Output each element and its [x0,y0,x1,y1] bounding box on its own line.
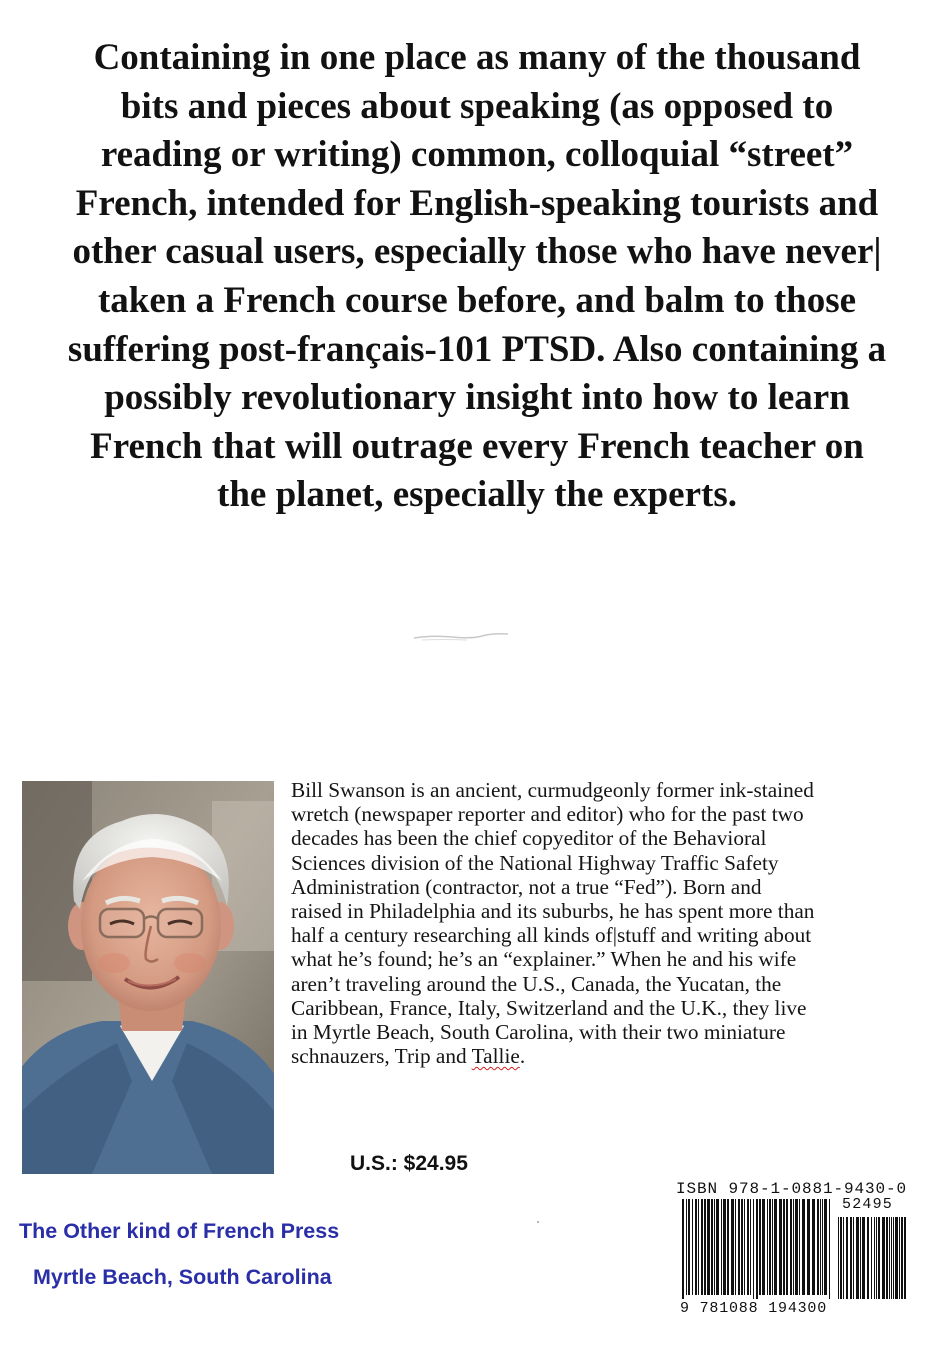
blurb-line: bits and pieces about speaking (as opposed to [120,85,834,127]
barcode-bar [707,1199,710,1295]
barcode-bar [711,1199,713,1295]
blurb-line: Containing in one place as many of the thousand [93,37,861,78]
barcode-bar [747,1199,749,1295]
bio-line: half a century researching all kinds of|stuff and writing about [291,923,812,948]
blurb-line: reading or writing) common, colloquial “street” [100,134,854,176]
barcode-addon-bar [853,1217,854,1299]
blurb-line: French that will outrage every French teacher on [90,425,864,467]
publisher-name: The Other kind of French Press [19,1219,340,1243]
barcode-bar [772,1199,773,1295]
barcode-addon-bar [838,1217,839,1299]
barcode-bar [767,1199,768,1295]
barcode-addon-bar [889,1217,890,1299]
bio-line: raised in Philadelphia and its suburbs, he has spent more than [291,899,815,924]
barcode-bar [795,1199,798,1295]
barcode-addon-bar [893,1217,894,1299]
speck [537,1221,539,1223]
barcode-bar [701,1199,703,1295]
barcode-bar [779,1199,782,1295]
barcode-addon-bar [874,1217,875,1299]
barcode-addon-bar [895,1217,898,1299]
barcode-bar [723,1199,726,1295]
price-label: U.S.: $24.95 [350,1152,468,1175]
bio-line: Bill Swanson is an ancient, curmudgeonly former ink-stained [291,778,814,802]
barcode-addon-bar [876,1217,877,1299]
barcode-bar [783,1199,785,1295]
barcode-bar [812,1199,815,1295]
barcode-addon-bar [850,1217,852,1299]
barcode-bar [802,1199,805,1295]
barcode-bar [762,1199,765,1295]
blurb-line: possibly revolutionary insight into how to learn [104,377,850,419]
barcode-bar [774,1199,777,1295]
barcode-bar [753,1199,754,1299]
barcode-addon-bar [904,1217,906,1299]
barcode-bar [731,1199,734,1295]
barcode-bar [695,1199,697,1295]
bio-period: . [519,1044,526,1069]
bio-line: aren’t traveling around the U.S., Canada, the Yucatan, the [291,971,782,996]
blurb-line: taken a French course before, and balm to those [97,279,857,321]
barcode-bar [817,1199,819,1295]
barcode-bar [786,1199,788,1295]
barcode-addon-bar [860,1217,861,1299]
barcode-bar [714,1199,715,1295]
barcode-bar [741,1199,743,1295]
publisher-location: Myrtle Beach, South Carolina [33,1265,332,1289]
barcode-addon-bar [856,1217,859,1299]
bio-line: wretch (newspaper reporter and editor) who for the past two [291,802,804,827]
barcode-addon-bar [891,1217,892,1299]
blurb-line: the planet, especially the experts. [217,474,737,516]
bio-line: decades has been the chief copyeditor of the Behavioral [291,826,767,851]
author-photo [22,781,274,1174]
author-bio [291,778,936,1068]
barcode-bar [824,1199,827,1295]
bio-line: Sciences division of the National Highway Traffic Safety [291,850,779,875]
barcode-bar [692,1199,693,1295]
barcode-bar [793,1199,794,1295]
barcode-bar [790,1199,792,1295]
barcode-bar [735,1199,736,1295]
barcode-bar [759,1199,761,1295]
barcode-bar [682,1199,684,1299]
barcode-bar [716,1199,719,1295]
barcode-addon-bar [901,1217,903,1299]
barcode-addon-bar [882,1217,885,1299]
barcode-addon-bar [871,1217,872,1299]
barcode-addon-bar [899,1217,900,1299]
barcode-bar [829,1199,830,1299]
bio-line: what he’s found; he’s an “explainer.” When he and his wife [291,947,797,972]
barcode-bar [727,1199,729,1295]
barcode-addon-bar [843,1217,844,1299]
isbn-text: ISBN 978-1-0881-9430-0 [676,1180,908,1198]
ink-smudge [412,630,510,642]
price-code: 52495 [842,1196,894,1213]
barcode-bar [688,1199,690,1295]
blurb-line: French, intended for English-speaking tourists and [75,182,879,224]
barcode-bar [698,1199,699,1295]
bio-line: Administration (contractor, not a true “Fed”). Born and [291,874,762,899]
barcode-bar [721,1199,722,1295]
blurb-line: suffering post-français-101 PTSD. Also containing a [67,328,887,370]
barcode-addon-bar [886,1217,888,1299]
barcode-bar [799,1199,800,1295]
bio-line-last [291,1044,936,1068]
barcode-bar [820,1199,821,1295]
barcode-addon-bar [862,1217,865,1299]
isbn-barcode [678,1199,910,1299]
barcode-addon-bar [867,1217,869,1299]
barcode-bar [822,1199,823,1295]
barcode-addon-bar [878,1217,880,1299]
barcode-addon-bar [846,1217,848,1299]
cover-blurb [22,34,932,520]
barcode-addon-bar [840,1217,842,1299]
bio-line: Caribbean, France, Italy, Switzerland and the U.K., they live [291,995,807,1020]
barcode-bar [738,1199,740,1295]
bio-line: in Myrtle Beach, South Carolina, with their two miniature [291,1020,786,1045]
barcode-bar [686,1199,687,1295]
barcode-bar [704,1199,706,1295]
barcode-bar [750,1199,751,1295]
barcode-bar [807,1199,810,1295]
blurb-line: other casual users, especially those who have never| [72,231,882,273]
barcode-digits: 9 781088 194300 [680,1300,828,1317]
barcode-bar [744,1199,745,1295]
barcode-bar [756,1199,758,1299]
barcode-bar [769,1199,771,1295]
spellcheck-word: Tallie [471,1044,520,1069]
bio-line: schnauzers, Trip and [291,1044,467,1069]
